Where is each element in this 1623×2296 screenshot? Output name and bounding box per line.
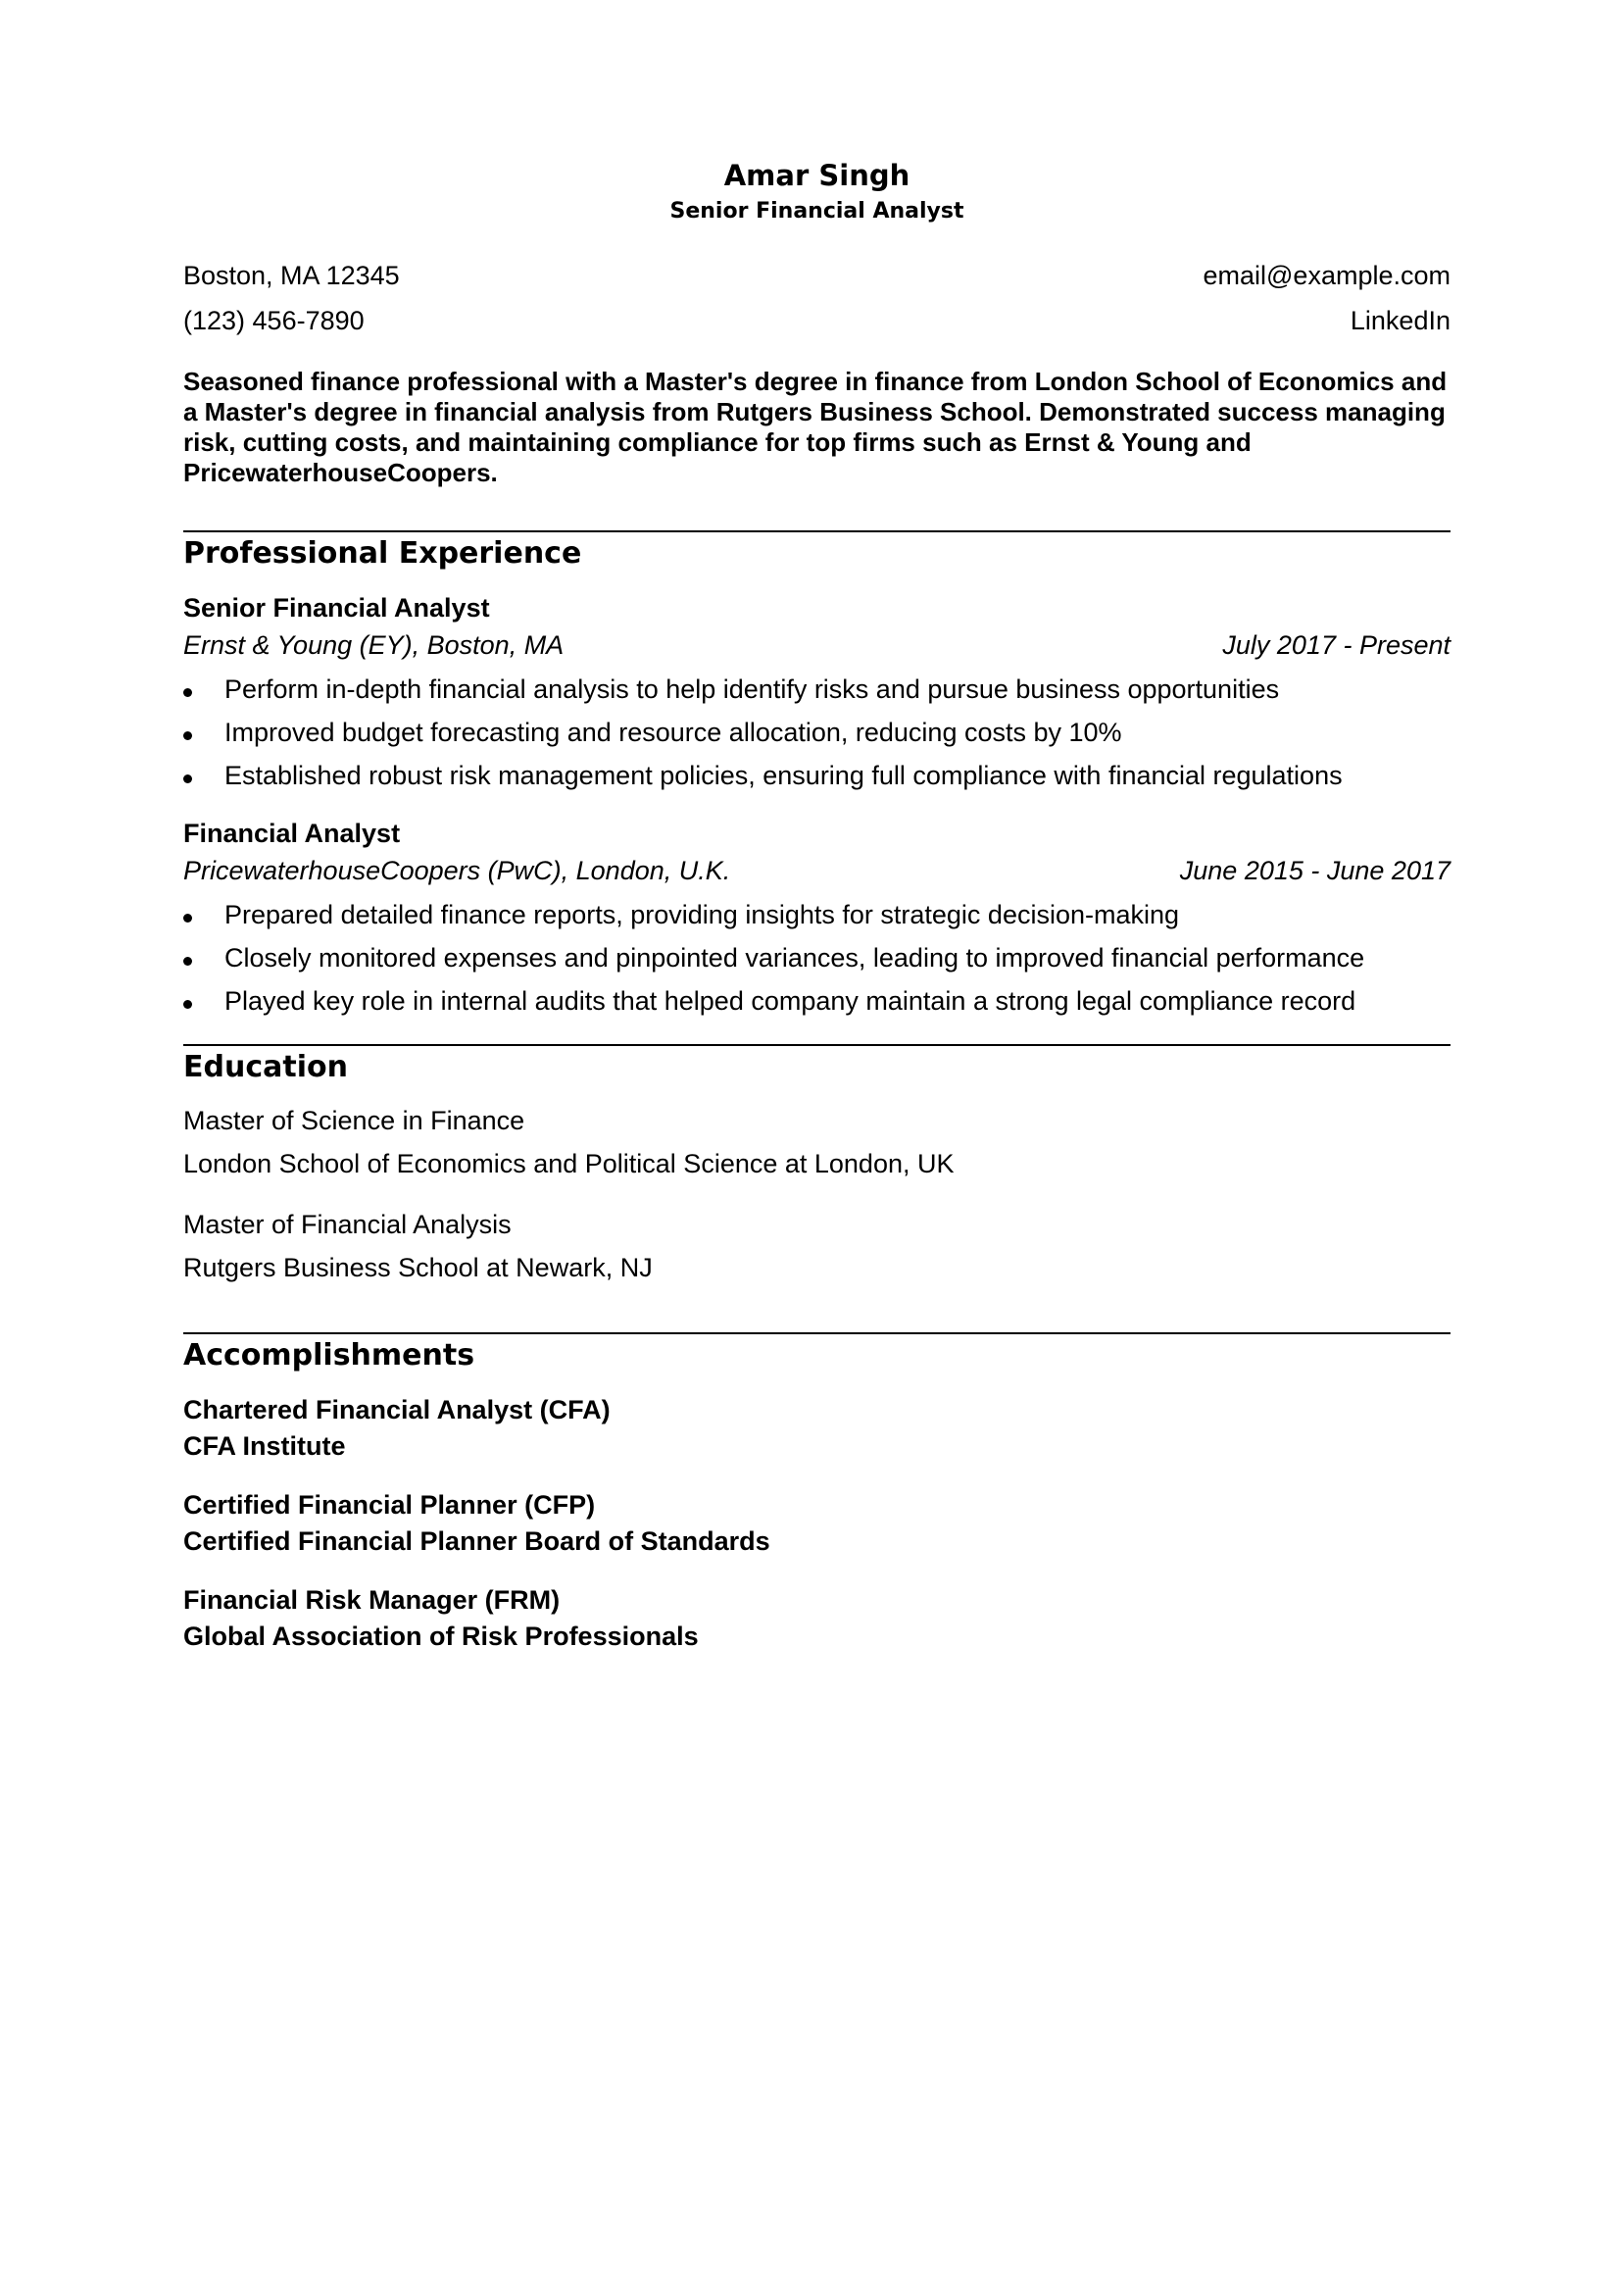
bullet-text: Closely monitored expenses and pinpointed variances, leading to improved financial performance — [224, 943, 1365, 973]
education-entry — [183, 1203, 1451, 1289]
experience-section — [183, 530, 1451, 1023]
professional-summary: Seasoned finance professional with a Master's degree in finance from London School of Economics and a Master's degree in financial analysis from Rutgers Business School. Demonstrated success managing risk, cutting costs, and maintaining compliance for top firms such as Ernst & Young and PricewaterhouseCoopers. — [183, 367, 1448, 487]
education-entry — [183, 1099, 1451, 1185]
resume-page — [183, 155, 1451, 1655]
job-dates: June 2015 - June 2017 — [1179, 856, 1451, 885]
resume-header — [183, 155, 1451, 227]
bullet-text: Improved budget forecasting and resource allocation, reducing costs by 10% — [224, 718, 1122, 747]
bullet-text: Played key role in internal audits that helped company maintain a strong legal compliance record — [224, 986, 1356, 1016]
bullet-dot-icon — [183, 914, 192, 923]
education-school: Rutgers Business School at Newark, NJ — [183, 1253, 653, 1282]
job-meta — [183, 626, 1451, 664]
accomplishment-entry — [183, 1487, 1451, 1560]
job-bullet — [183, 979, 1451, 1023]
accomplishment-issuer: Global Association of Risk Professionals — [183, 1622, 699, 1651]
accomplishment-name: Certified Financial Planner (CFP) — [183, 1490, 596, 1520]
accomplishment-entry — [183, 1582, 1451, 1655]
job-title: Financial Analyst — [183, 819, 401, 848]
contact-info — [183, 253, 1451, 343]
bullet-text: Perform in-depth financial analysis to help identify risks and pursue business opportunities — [224, 674, 1280, 704]
job-bullet — [183, 936, 1451, 979]
job-bullet — [183, 711, 1451, 754]
accomplishment-issuer: CFA Institute — [183, 1431, 346, 1461]
candidate-name: Amar Singh — [723, 159, 910, 192]
job-company: Ernst & Young (EY), Boston, MA — [183, 630, 565, 660]
accomplishment-name: Chartered Financial Analyst (CFA) — [183, 1395, 611, 1424]
accomplishment-entry — [183, 1392, 1451, 1465]
education-degree: Master of Financial Analysis — [183, 1210, 512, 1239]
contact-row-1 — [183, 253, 1451, 298]
job-bullets — [183, 668, 1451, 797]
education-heading: Education — [183, 1050, 348, 1084]
job-bullet — [183, 754, 1451, 797]
education-section — [183, 1044, 1451, 1289]
bullet-dot-icon — [183, 957, 192, 966]
accomplishments-section — [183, 1332, 1451, 1655]
job-dates: July 2017 - Present — [1222, 630, 1451, 660]
experience-heading: Professional Experience — [183, 536, 582, 571]
candidate-title: Senior Financial Analyst — [669, 199, 964, 224]
education-school: London School of Economics and Political Science at London, UK — [183, 1149, 955, 1178]
accomplishments-heading: Accomplishments — [183, 1338, 475, 1373]
job-meta — [183, 852, 1451, 889]
contact-email[interactable]: email@example.com — [1203, 261, 1451, 290]
job-company: PricewaterhouseCoopers (PwC), London, U.K. — [183, 856, 731, 885]
bullet-text: Established robust risk management policies, ensuring full compliance with financial regulations — [224, 761, 1343, 790]
accomplishment-name: Financial Risk Manager (FRM) — [183, 1585, 561, 1615]
job-bullets — [183, 893, 1451, 1023]
bullet-dot-icon — [183, 688, 192, 697]
bullet-dot-icon — [183, 774, 192, 783]
bullet-text: Prepared detailed finance reports, providing insights for strategic decision-making — [224, 900, 1180, 929]
accomplishment-issuer: Certified Financial Planner Board of Standards — [183, 1526, 770, 1556]
job-bullet — [183, 893, 1451, 936]
job-entry — [183, 589, 1451, 797]
contact-phone: (123) 456-7890 — [183, 306, 365, 335]
education-degree: Master of Science in Finance — [183, 1106, 525, 1135]
job-entry — [183, 815, 1451, 1023]
job-bullet — [183, 668, 1451, 711]
bullet-dot-icon — [183, 731, 192, 740]
contact-location: Boston, MA 12345 — [183, 261, 400, 290]
bullet-dot-icon — [183, 1000, 192, 1009]
contact-row-2 — [183, 298, 1451, 343]
contact-linkedin[interactable]: LinkedIn — [1350, 306, 1451, 335]
job-title: Senior Financial Analyst — [183, 593, 490, 623]
